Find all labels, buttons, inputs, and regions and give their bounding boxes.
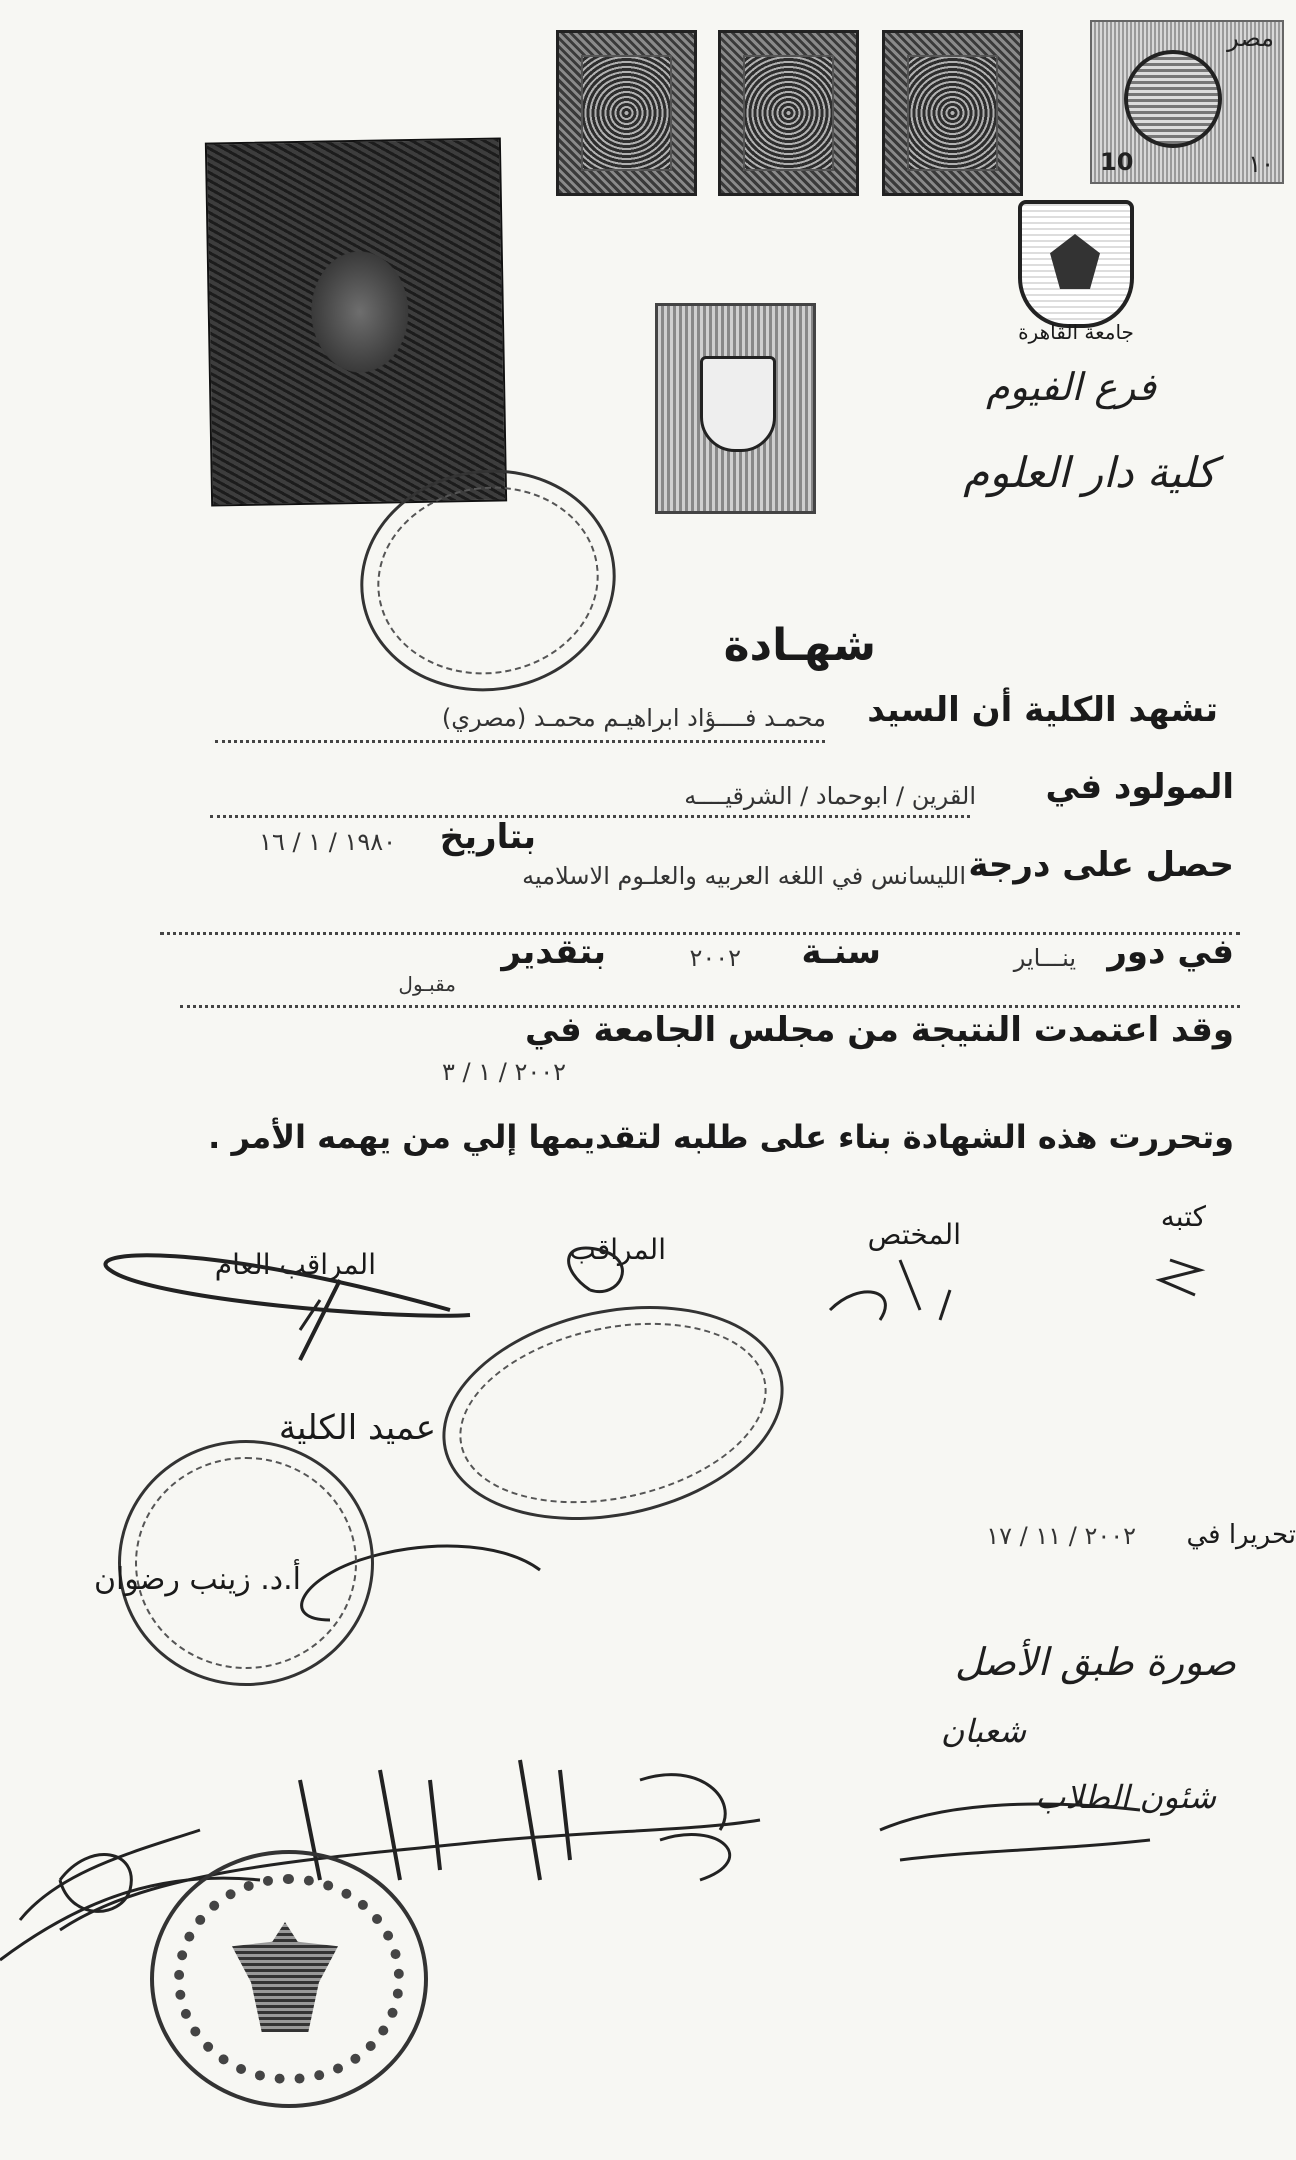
line2-value: القرين / ابوحماد / الشرقيــــه <box>684 782 976 810</box>
line4-year-label: سنـة <box>801 932 881 972</box>
line1-value: محمـد فــــؤاد ابراهيـم محمـد (مصري) <box>441 704 826 732</box>
revenue-stamp-value: 10 <box>1100 148 1134 176</box>
branch-name: فرع الفيوم <box>986 365 1156 409</box>
line1-label: تشهد الكلية أن السيد <box>867 690 1218 730</box>
revenue-stamp-value-arabic: ١٠ <box>1248 150 1274 178</box>
line3-value: الليسانس في اللغه العربيه والعلـوم الاسلاميه <box>522 862 966 890</box>
crest-caption: جامعة القاهرة <box>1018 320 1134 344</box>
dean-label: عميد الكلية <box>278 1408 436 1448</box>
line4-grade-label: بتقدير <box>501 932 606 972</box>
line4-value: ينـــاير <box>1013 944 1076 972</box>
line4-label: في دور <box>1107 932 1234 972</box>
line5-label: وقد اعتمدت النتيجة من مجلس الجامعة في <box>525 1010 1234 1050</box>
certificate-title: شهـادة <box>723 620 876 671</box>
revenue-stamp-country: مصر <box>1227 24 1274 52</box>
written-by-label: كتبه <box>1160 1200 1206 1233</box>
eagle-seal <box>150 1850 428 2108</box>
line4-grade-value: مقبـول <box>398 972 456 996</box>
general-supervisor-label: المراقب العام <box>214 1248 376 1281</box>
line5-value: ٢٠٠٢ / ١ / ٣ <box>441 1058 566 1086</box>
line6: وتحررت هذه الشهادة بناء على طلبه لتقديمها إلي من يهمه الأمر . <box>208 1118 1234 1156</box>
issue-label: تحريرا في <box>1186 1520 1296 1550</box>
birth-date-label: بتاريخ <box>439 817 536 857</box>
annotation-office: شئون الطلاب <box>1035 1778 1216 1816</box>
dean-name: أ.د. زينب رضوان <box>93 1562 301 1597</box>
line3-label: حصل على درجة <box>968 845 1234 885</box>
line2-label: المولود في <box>1045 767 1234 807</box>
issue-date: ٢٠٠٢ / ١١ / ١٧ <box>986 1522 1136 1550</box>
copy-note: صورة طبق الأصل <box>955 1640 1236 1684</box>
line4-year-value: ٢٠٠٢ <box>689 944 741 972</box>
specialist-label: المختص <box>867 1218 961 1251</box>
supervisor-label: المراقب <box>569 1233 666 1266</box>
birth-date-value: ١٩٨٠ / ١ / ١٦ <box>259 828 396 856</box>
faculty-name: كلية دار العلوم <box>963 448 1216 497</box>
annotation-name: شعبان <box>940 1712 1026 1750</box>
